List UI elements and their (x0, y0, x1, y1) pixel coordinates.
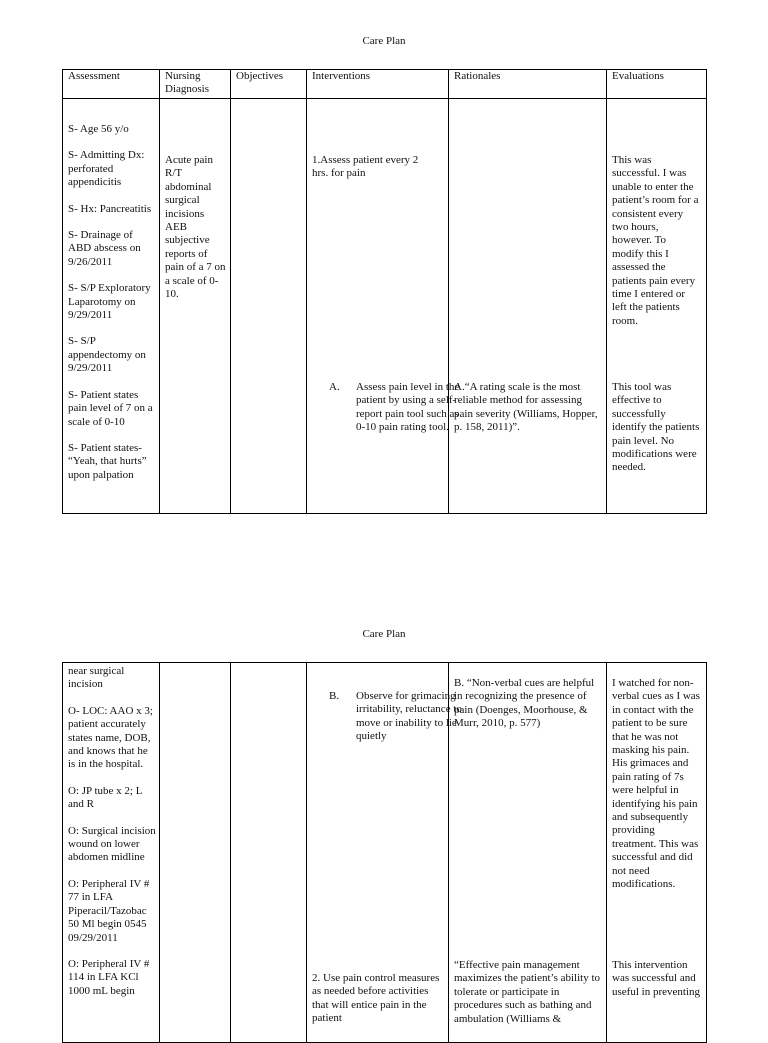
assessment-item: S- Patient states- “Yeah, that hurts” upon palpation (68, 441, 147, 481)
evaluations-cell (607, 99, 707, 514)
assessment-item: O: JP tube x 2; L and R (68, 784, 143, 811)
evaluation-b: I watched for non-verbal cues as I was in contact with the patient to be sure that he was not masking his pain. His grimaces and pain rating of 7s were helpful in identifying his pain and subsequently providing treatment. This was successful and did not need modifications. (612, 677, 700, 891)
nursing-diagnosis-text: Acute pain R/T abdominal surgical incisions AEB subjective reports of pain of a 7 on a scale of 0-10. (165, 154, 226, 301)
intervention-a (329, 381, 464, 435)
objectives-cell (231, 99, 307, 514)
assessment-item: S- S/P appendectomy on 9/29/2011 (68, 335, 146, 375)
header-interventions: Interventions (307, 70, 449, 99)
page1-title: Care Plan (362, 35, 406, 47)
header-assessment: Assessment (63, 70, 160, 99)
assessment-item: S- Hx: Pancreatitis (68, 202, 152, 215)
assessment-item: O: Peripheral IV # 77 in LFA Piperacil/Tazobac 50 Ml begin 0545 09/29/2011 (68, 877, 150, 944)
header-nursing-diagnosis: Nursing Diagnosis (160, 70, 231, 99)
evaluation-2: This intervention was successful and useful in preventing (612, 959, 700, 998)
interventions-cell-continued (307, 663, 462, 1043)
care-plan-table-2 (62, 662, 707, 1043)
header-rationales: Rationales (449, 70, 607, 99)
diagnosis-cell (160, 99, 231, 514)
rationales-cell-continued (449, 663, 607, 1043)
intervention-a-text: Assess pain level in the patient by using a self-report pain tool such as 0-10 pain rating tool. (356, 381, 460, 434)
care-plan-table-1 (62, 69, 707, 514)
page2-title: Care Plan (362, 628, 406, 640)
rationale-b: B. “Non-verbal cues are helpful in recognizing the presence of pain (Doenges, Moorhouse, & Murr, 2010, p. 577) (454, 677, 595, 730)
assessment-item: S- Admitting Dx: perforated appendicitis (68, 149, 145, 189)
rationale-a: A.“A rating scale is the most reliable method for assessing pain severity (Williams, Hopper, p. 158, 2011)”. (454, 381, 598, 434)
intervention-a-marker: A. (329, 381, 340, 393)
header-row (63, 70, 707, 99)
diagnosis-cell-continued (160, 663, 231, 1043)
objectives-cell-continued (231, 663, 307, 1043)
rationale-2: “Effective pain management maximizes the patient’s ability to tolerate or participate in procedures such as bathing and ambulation (Williams & (454, 959, 601, 1025)
interventions-cell (307, 99, 460, 514)
header-objectives: Objectives (231, 70, 307, 99)
assessment-cell (63, 99, 160, 514)
assessment-item: O: Surgical incision wound on lower abdomen midline (68, 824, 156, 864)
intervention-b (329, 690, 464, 744)
rationales-cell (449, 99, 607, 514)
assessment-item: S- Patient states pain level of 7 on a scale of 0-10 (68, 388, 153, 428)
assessment-item: S- S/P Exploratory Laparotomy on 9/29/2011 (68, 282, 151, 322)
body-row (63, 99, 707, 514)
evaluation-1: This was successful. I was unable to enter the patient’s room for a consistent every two hours, however. To modify this I assessed the patients pain every time I entered or left the patients room. (612, 154, 699, 327)
intervention-2: 2. Use pain control measures as needed before activities that will entice pain in the patient (312, 972, 440, 1025)
header-evaluations: Evaluations (607, 70, 707, 99)
evaluations-cell-continued (607, 663, 707, 1043)
intervention-b-text: Observe for grimacing irritability, reluctance to move or inability to lie quietly (356, 690, 462, 743)
body-row-continued (63, 663, 707, 1043)
assessment-cell-continued (63, 663, 160, 1043)
assessment-item: S- Age 56 y/o (68, 123, 129, 135)
assessment-item: near surgical incision (68, 665, 125, 691)
assessment-item: O: Peripheral IV # 114 in LFA KCl 1000 mL begin (68, 957, 150, 997)
assessment-item: O- LOC: AAO x 3; patient accurately states name, DOB, and knows that he is in the hospital. (68, 704, 153, 771)
assessment-item: S- Drainage of ABD abscess on 9/26/2011 (68, 229, 141, 268)
evaluation-a: This tool was effective to successfully identify the patients pain level. No modifications were needed. (612, 381, 700, 474)
intervention-1: 1.Assess patient every 2 hrs. for pain (312, 154, 419, 180)
intervention-b-marker: B. (329, 690, 340, 702)
